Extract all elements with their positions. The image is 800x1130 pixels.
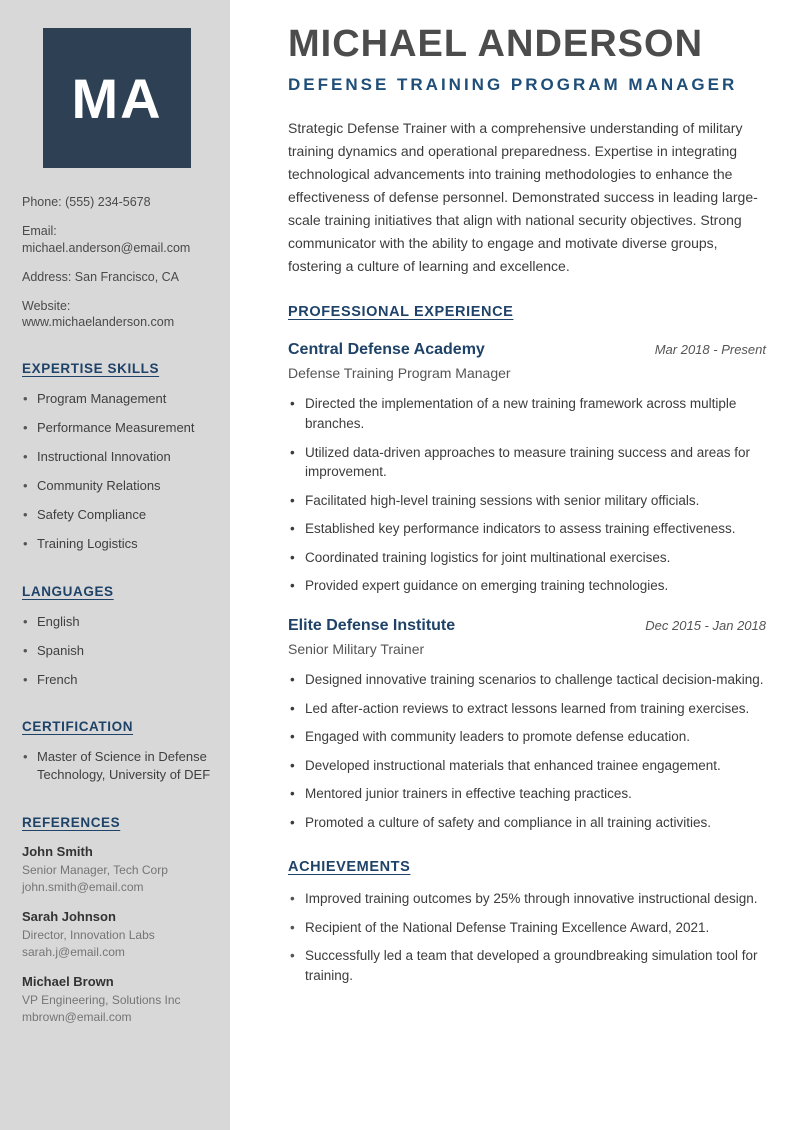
contact-line: Email: michael.anderson@email.com	[22, 224, 191, 255]
achievements-list	[288, 889, 766, 985]
job-bullet: • Directed the implementation of a new training framework across multiple branches.	[288, 394, 766, 433]
reference-role: Senior Manager, Tech Corp	[22, 862, 168, 877]
languages-list	[22, 613, 212, 690]
candidate-name: MICHAEL ANDERSON	[288, 23, 704, 65]
references-section-title: REFERENCES	[22, 814, 121, 830]
experience-job-2	[288, 617, 766, 832]
skill-item: • Training Logistics	[22, 535, 212, 553]
job-bullet: • Utilized data-driven approaches to measure training success and areas for improvement.	[288, 443, 766, 482]
job-bullet: • Led after-action reviews to extract lessons learned from training exercises.	[288, 699, 766, 719]
job-header	[288, 617, 766, 635]
job-bullet: • Mentored junior trainers in effective teaching practices.	[288, 784, 766, 804]
language-item: • English	[22, 613, 212, 631]
references-list	[22, 844, 212, 1024]
reference-email: sarah.j@email.com	[22, 944, 125, 959]
job-dates: Mar 2018 - Present	[654, 342, 766, 358]
skills-section-title: EXPERTISE SKILLS	[22, 360, 160, 376]
achievement-item: • Successfully led a team that developed a groundbreaking simulation tool for training.	[288, 946, 766, 985]
reference-role: VP Engineering, Solutions Inc	[22, 992, 181, 1007]
languages-section-title: LANGUAGES	[22, 583, 114, 599]
job-bullet: • Coordinated training logistics for joint multinational exercises.	[288, 548, 766, 568]
certification-section-title: CERTIFICATION	[22, 719, 134, 735]
contact-line: Website: www.michaelanderson.com	[22, 299, 175, 330]
skill-item: • Program Management	[22, 390, 212, 408]
reference-email: john.smith@email.com	[22, 879, 144, 894]
reference-name: John Smith	[22, 843, 93, 859]
job-role: Senior Military Trainer	[288, 640, 425, 657]
main-content	[230, 0, 800, 1130]
job-bullet: • Promoted a culture of safety and compliance in all training activities.	[288, 813, 766, 833]
language-item: • Spanish	[22, 642, 212, 660]
job-role: Defense Training Program Manager	[288, 365, 511, 382]
reference-name: Michael Brown	[22, 973, 114, 989]
candidate-job-title: DEFENSE TRAINING PROGRAM MANAGER	[288, 74, 738, 94]
skill-item: • Safety Compliance	[22, 506, 212, 524]
skills-list	[22, 390, 212, 554]
reference-item	[22, 974, 212, 1024]
achievement-item: • Improved training outcomes by 25% through innovative instructional design.	[288, 889, 766, 909]
reference-name: Sarah Johnson	[22, 908, 116, 924]
contact-info	[22, 194, 212, 331]
achievement-item: • Recipient of the National Defense Training Excellence Award, 2021.	[288, 918, 766, 938]
contact-line: Phone: (555) 234-5678	[22, 195, 151, 209]
reference-item	[22, 909, 212, 959]
contact-line: Address: San Francisco, CA	[22, 269, 180, 284]
initials-logo	[43, 28, 191, 168]
achievements-section-title: ACHIEVEMENTS	[288, 859, 411, 876]
job-bullet-list	[288, 394, 766, 596]
experience-job-1	[288, 341, 766, 596]
job-bullet: • Facilitated high-level training sessions with senior military officials.	[288, 491, 766, 511]
certification-list	[22, 748, 212, 784]
job-bullet: • Designed innovative training scenarios to challenge tactical decision-making.	[288, 670, 766, 690]
job-bullet: • Established key performance indicators to assess training effectiveness.	[288, 519, 766, 539]
job-bullet: • Provided expert guidance on emerging training technologies.	[288, 576, 766, 596]
reference-item	[22, 844, 212, 894]
certification-item: • Master of Science in Defense Technology, University of DEF	[22, 748, 212, 784]
job-bullet: • Engaged with community leaders to promote defense education.	[288, 727, 766, 747]
language-item: • French	[22, 671, 212, 689]
sidebar	[0, 0, 230, 1130]
reference-role: Director, Innovation Labs	[22, 927, 155, 942]
skill-item: • Community Relations	[22, 477, 212, 495]
reference-email: mbrown@email.com	[22, 1009, 132, 1024]
company-name: Central Defense Academy	[288, 341, 485, 359]
job-bullet: • Developed instructional materials that enhanced trainee engagement.	[288, 756, 766, 776]
company-name: Elite Defense Institute	[288, 616, 456, 634]
job-dates: Dec 2015 - Jan 2018	[645, 617, 766, 633]
skill-item: • Instructional Innovation	[22, 448, 212, 466]
skill-item: • Performance Measurement	[22, 419, 212, 437]
experience-section-title: PROFESSIONAL EXPERIENCE	[288, 304, 514, 321]
job-header	[288, 341, 766, 359]
job-bullet-list	[288, 670, 766, 832]
summary-paragraph: Strategic Defense Trainer with a comprehensive understanding of military training dynamics and operational preparedness. Expertise in integrating technological advancements into training methodologies to enhance the effectiveness of defense personnel. Demonstrated success in leading large-scale training initiatives that align with national security objectives. Strong communicator with the ability to engage and motivate diverse groups, fostering a culture of learning and excellence.	[288, 119, 758, 274]
initials-text: MA	[71, 66, 163, 130]
